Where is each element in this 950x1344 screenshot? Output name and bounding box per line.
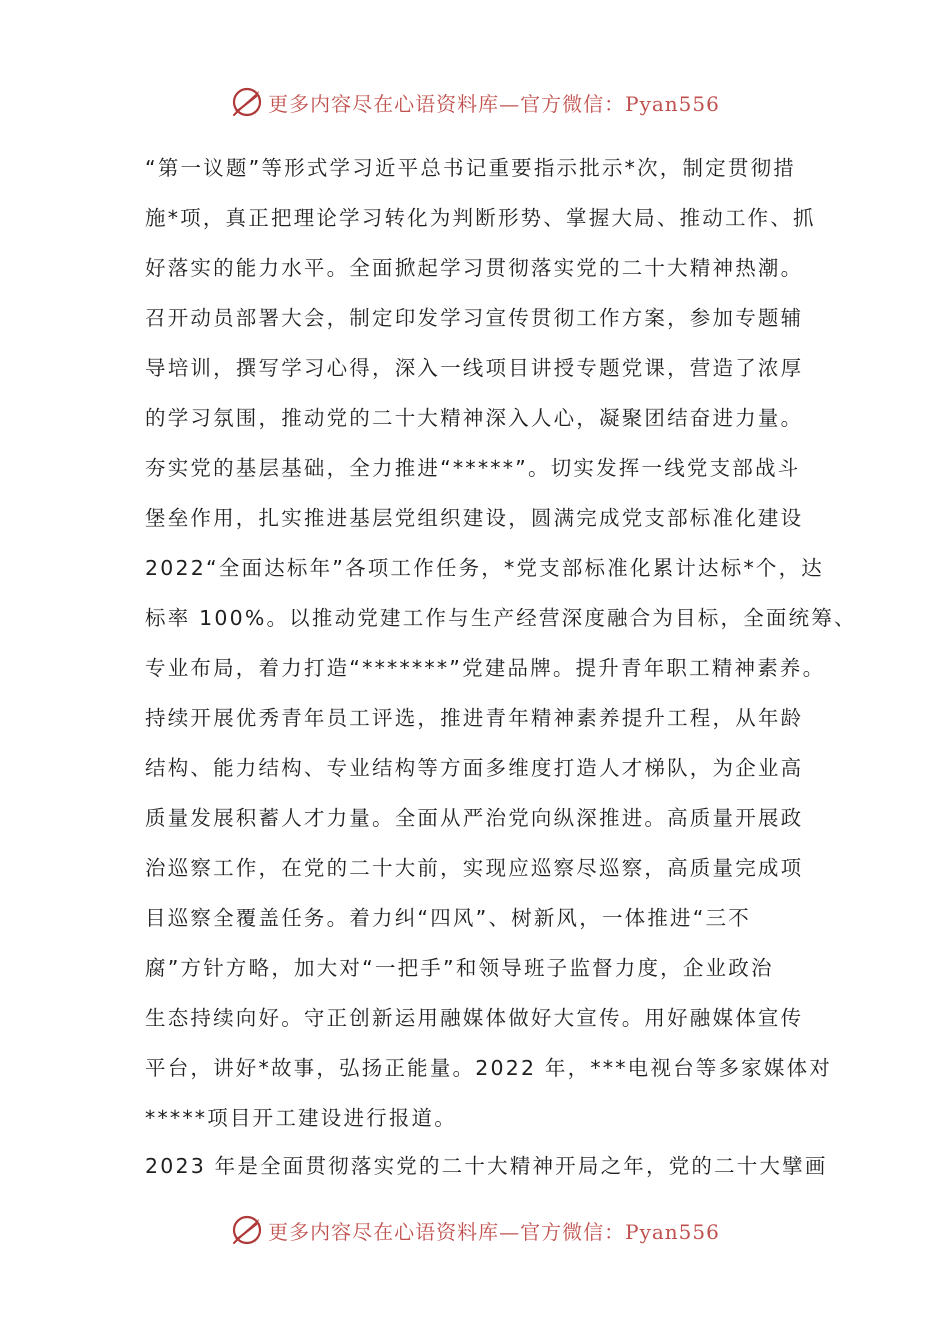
banner-text: 更多内容尽在心语资料库—官方微信：Pyan556 [268, 1219, 720, 1244]
text-line: 导培训，撰写学习心得，深入一线项目讲授专题党课，营造了浓厚 [145, 356, 804, 380]
text-line: 质量发展积蓄人才力量。全面从严治党向纵深推进。高质量开展政 [145, 806, 804, 830]
banner-text: 更多内容尽在心语资料库—官方微信：Pyan556 [268, 91, 720, 116]
text-line: 生态持续向好。守正创新运用融媒体做好大宣传。用好融媒体宣传 [145, 1006, 804, 1030]
text-line: “第一议题”等形式学习近平总书记重要指示批示*次，制定贯彻措 [145, 156, 796, 180]
text-line: 堡垒作用，扎实推进基层党组织建设，圆满完成党支部标准化建设 [145, 506, 804, 530]
text-line: 好落实的能力水平。全面掀起学习贯彻落实党的二十大精神热潮。 [145, 256, 804, 280]
text-line: 2022“全面达标年”各项工作任务，*党支部标准化累计达标*个，达 [145, 556, 825, 580]
text-line: 平台，讲好*故事，弘扬正能量。2022 年，***电视台等多家媒体对 [145, 1056, 832, 1080]
text-line: 施*项，真正把理论学习转化为判断形势、掌握大局、推动工作、抓 [145, 206, 816, 230]
text-line: 专业布局，着力打造“*******”党建品牌。提升青年职工精神素养。 [145, 656, 826, 680]
text-line: 持续开展优秀青年员工评选，推进青年精神素养提升工程，从年龄 [145, 706, 804, 730]
text-line: 目巡察全覆盖任务。着力纠“四风”、树新风，一体推进“三不 [145, 906, 751, 930]
text-line: 夯实党的基层基础，全力推进“*****”。切实发挥一线党支部战斗 [145, 456, 801, 480]
text-line: 的学习氛围，推动党的二十大精神深入人心，凝聚团结奋进力量。 [145, 406, 804, 430]
text-line: 2023 年是全面贯彻落实党的二十大精神开局之年，党的二十大擘画 [145, 1154, 828, 1178]
pen-nib-logo-icon [230, 1213, 264, 1247]
text-line: 腐”方针方略，加大对“一把手”和领导班子监督力度，企业政治 [145, 956, 774, 980]
text-line: 治巡察工作，在党的二十大前，实现应巡察尽巡察，高质量完成项 [145, 856, 804, 880]
text-line: *****项目开工建设进行报道。 [145, 1106, 457, 1130]
text-line: 标率 100%。以推动党建工作与生产经营深度融合为目标，全面统筹、 [145, 606, 857, 630]
text-line: 结构、能力结构、专业结构等方面多维度打造人才梯队，为企业高 [145, 756, 804, 780]
footer-banner [0, 1210, 950, 1250]
text-line: 召开动员部署大会，制定印发学习宣传贯彻工作方案，参加专题辅 [145, 306, 804, 330]
